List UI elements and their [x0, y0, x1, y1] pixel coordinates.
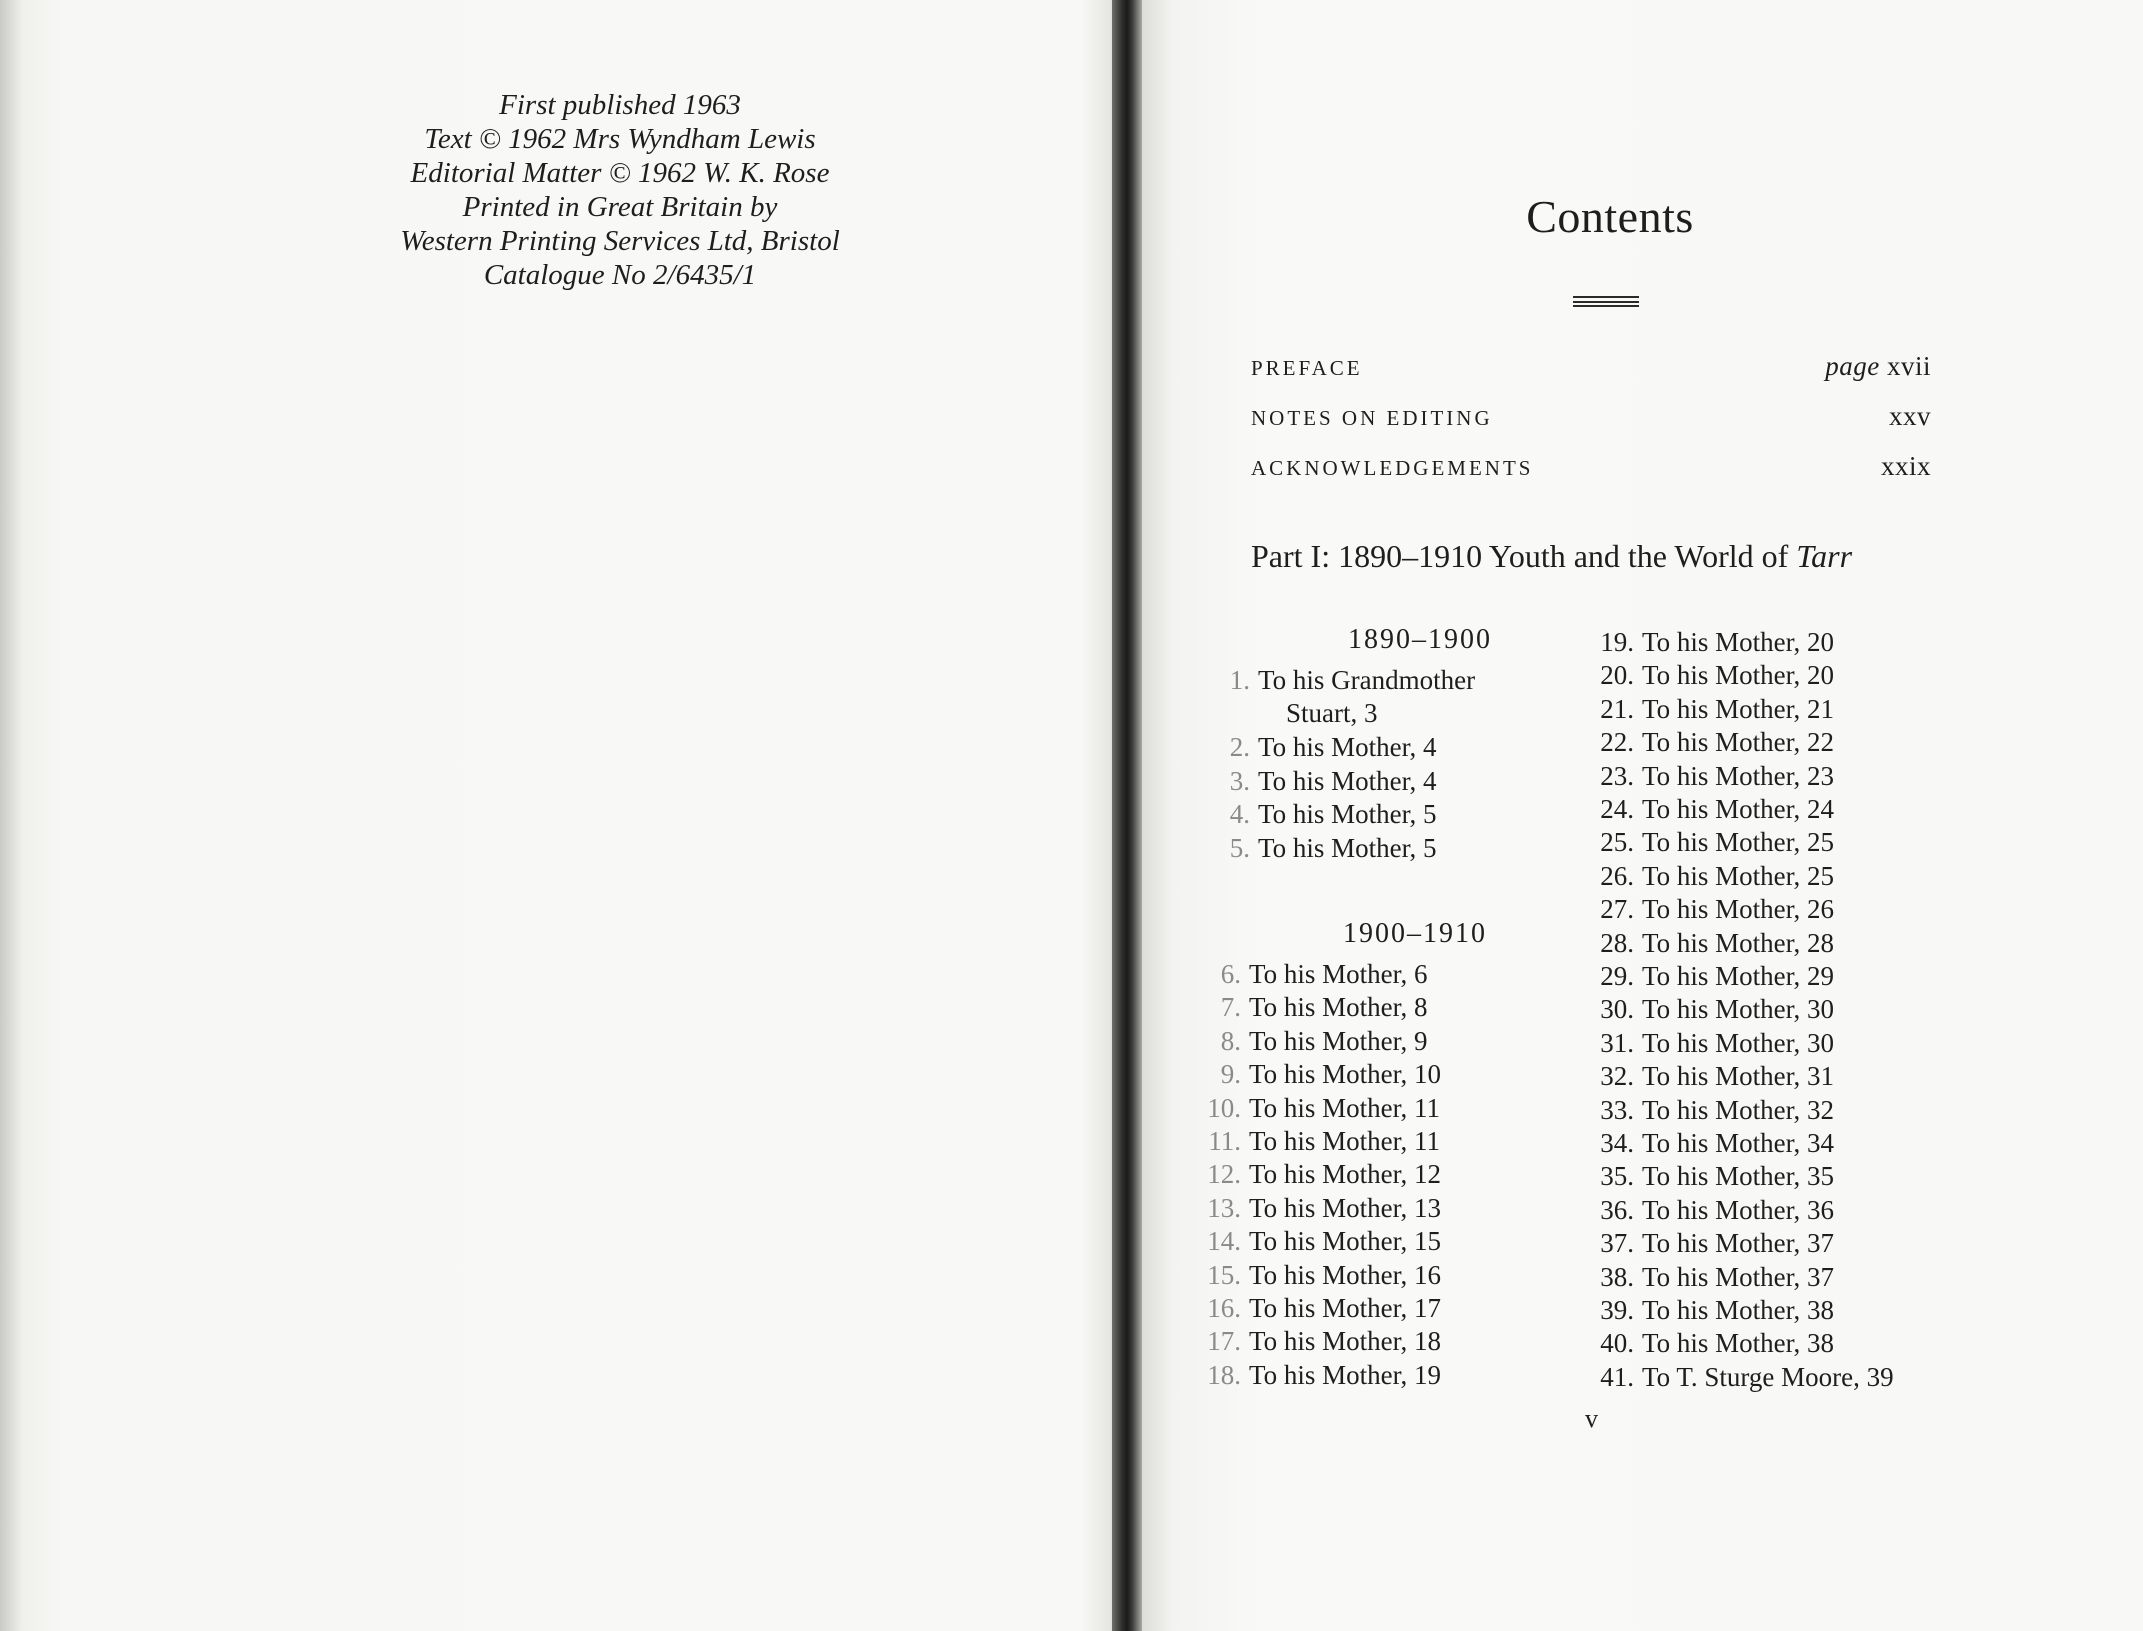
entry-number: 13. [1207, 1192, 1241, 1223]
toc-entry [1588, 826, 1834, 859]
entry-text: To his Mother, 25 [1642, 827, 1835, 858]
toc-entry [1588, 1294, 1834, 1327]
page-number: xxix [1880, 451, 1931, 481]
entry-number: 20. [1600, 660, 1634, 691]
entry-number: 5. [1229, 832, 1250, 863]
entry-number: 8. [1220, 1025, 1241, 1056]
entry-text: To his Mother, 5 [1258, 799, 1437, 829]
toc-entry [1205, 1225, 1441, 1258]
entry-text: To his Mother, 16 [1249, 1259, 1442, 1290]
toc-entry [1588, 960, 1834, 993]
entry-text: To his Mother, 20 [1642, 627, 1835, 657]
entry-number: 12. [1207, 1159, 1241, 1190]
entry-continuation: Stuart, 3 [1286, 698, 1378, 728]
toc-entry [1205, 1158, 1441, 1191]
entry-text: To his Mother, 38 [1642, 1328, 1835, 1359]
entry-number: 1. [1229, 665, 1250, 695]
entry-number: 21. [1600, 693, 1634, 724]
entry-text: To his Mother, 17 [1249, 1293, 1442, 1323]
imprint-line: First published 1963 [499, 89, 741, 121]
decorative-rule [1573, 296, 1639, 307]
page-number: xvii [1886, 351, 1931, 381]
toc-entry [1214, 664, 1475, 730]
entry-number: 2. [1229, 732, 1250, 762]
entry-text: To his Mother, 30 [1642, 1027, 1835, 1058]
front-matter-row [1251, 351, 1931, 392]
imprint-line: Catalogue No 2/6435/1 [483, 259, 757, 291]
entry-number: 9. [1220, 1059, 1241, 1090]
entry-text: To his Mother, 12 [1249, 1159, 1442, 1190]
toc-entry [1588, 1261, 1834, 1294]
entry-text: To his Mother, 8 [1249, 992, 1428, 1023]
entry-number: 29. [1600, 961, 1634, 991]
entry-number: 36. [1600, 1194, 1634, 1225]
toc-entry [1205, 1359, 1441, 1392]
entry-text: To his Mother, 21 [1642, 693, 1835, 724]
entry-number: 41. [1600, 1361, 1634, 1392]
entry-text: To his Mother, 11 [1249, 1126, 1441, 1156]
entry-text: To his Mother, 24 [1642, 794, 1835, 824]
imprint-line: Text © 1962 Mrs Wyndham Lewis [424, 123, 816, 155]
entry-text: To his Mother, 25 [1642, 860, 1835, 891]
toc-entry [1214, 765, 1437, 798]
imprint-block [360, 88, 880, 292]
entry-text: To his Mother, 6 [1249, 959, 1428, 989]
toc-entry [1588, 993, 1834, 1026]
entry-text: To his Mother, 20 [1642, 660, 1835, 691]
toc-entry [1214, 832, 1437, 865]
toc-entry [1588, 1160, 1834, 1193]
front-matter-label: ACKNOWLEDGEMENTS [1251, 456, 1534, 480]
front-matter-label: PREFACE [1251, 356, 1363, 380]
part-heading-italic: Tarr [1796, 538, 1853, 574]
entry-number: 23. [1600, 760, 1634, 791]
toc-entry [1205, 991, 1428, 1024]
entry-number: 19. [1600, 627, 1634, 657]
toc-entry [1214, 731, 1437, 764]
toc-entry [1588, 726, 1834, 759]
entry-text: To his Mother, 35 [1642, 1161, 1835, 1192]
entry-text: To his Mother, 37 [1642, 1228, 1835, 1259]
toc-entry [1588, 659, 1834, 692]
entry-text: To his Mother, 29 [1642, 961, 1835, 991]
toc-entry [1588, 693, 1834, 726]
entry-number: 38. [1600, 1261, 1634, 1292]
entry-text: To his Mother, 26 [1642, 894, 1835, 925]
imprint-line: Printed in Great Britain by [462, 191, 778, 223]
toc-entry [1588, 1227, 1834, 1260]
toc-entry [1214, 798, 1437, 831]
toc-entry [1588, 760, 1834, 793]
entry-number: 10. [1207, 1092, 1241, 1123]
entry-text: To his Mother, 31 [1642, 1061, 1835, 1092]
entry-number: 11. [1208, 1126, 1241, 1156]
toc-entry [1205, 1259, 1441, 1292]
front-matter-row [1251, 401, 1931, 442]
entry-text: To his Mother, 11 [1249, 1092, 1441, 1123]
toc-entry [1205, 958, 1428, 991]
entry-number: 35. [1600, 1161, 1634, 1192]
entry-text: To T. Sturge Moore, 39 [1642, 1361, 1894, 1392]
toc-entry [1588, 1327, 1834, 1360]
entry-number: 4. [1229, 799, 1250, 829]
entry-text: To his Mother, 36 [1642, 1194, 1835, 1225]
toc-entry [1588, 893, 1834, 926]
toc-entry [1588, 860, 1834, 893]
entry-number: 16. [1207, 1293, 1241, 1323]
toc-entry [1205, 1025, 1428, 1058]
contents-title: Contents [1526, 191, 1694, 242]
entry-number: 37. [1600, 1228, 1634, 1259]
entry-number: 22. [1600, 727, 1634, 758]
entry-text: To his Mother, 4 [1258, 765, 1437, 796]
entry-text: To his Mother, 28 [1642, 927, 1835, 958]
imprint-line: Western Printing Services Ltd, Bristol [400, 225, 840, 257]
entry-text: To his Mother, 5 [1258, 832, 1437, 863]
entry-number: 7. [1220, 992, 1241, 1023]
section-heading-1900: 1900–1910 [1343, 918, 1487, 949]
toc-entry [1588, 1027, 1834, 1060]
entry-text: To his Mother, 38 [1642, 1295, 1835, 1325]
book-gutter [1112, 0, 1142, 1631]
entry-text: To his Mother, 15 [1249, 1226, 1442, 1257]
toc-entry [1205, 1325, 1441, 1358]
entry-number: 17. [1207, 1326, 1241, 1357]
entry-number: 40. [1600, 1328, 1634, 1359]
front-matter-label: NOTES ON EDITING [1251, 406, 1493, 430]
entry-number: 32. [1600, 1061, 1634, 1092]
page-number: xxv [1889, 401, 1931, 431]
entry-text: To his Mother, 30 [1642, 994, 1835, 1025]
entry-number: 25. [1600, 827, 1634, 858]
entry-number: 39. [1600, 1295, 1634, 1325]
entry-number: 3. [1229, 765, 1250, 796]
toc-entry [1588, 1127, 1834, 1160]
front-matter-row [1251, 451, 1931, 492]
page-folio: v [1585, 1404, 1598, 1433]
entry-number: 24. [1600, 794, 1634, 824]
front-matter-page [1881, 451, 1931, 482]
section-heading-1890: 1890–1900 [1348, 624, 1492, 655]
toc-entry [1588, 1361, 1894, 1394]
page-prefix: page [1825, 351, 1880, 381]
toc-entry [1205, 1292, 1441, 1325]
toc-entry [1588, 626, 1834, 659]
front-matter-page [1889, 401, 1931, 432]
toc-entry [1588, 1094, 1834, 1127]
entry-text: To his Mother, 37 [1642, 1261, 1835, 1292]
front-matter-page [1825, 351, 1931, 382]
entry-text: To his Mother, 18 [1249, 1326, 1442, 1357]
entry-text: To his Mother, 32 [1642, 1094, 1835, 1125]
entry-text: To his Grandmother [1258, 665, 1476, 695]
toc-entry [1205, 1092, 1440, 1125]
toc-entry [1588, 927, 1834, 960]
part-heading [1251, 538, 1971, 575]
entry-number: 34. [1600, 1128, 1634, 1158]
entry-number: 31. [1600, 1027, 1634, 1058]
entry-text: To his Mother, 13 [1249, 1192, 1442, 1223]
entry-number: 14. [1207, 1226, 1241, 1257]
entry-text: To his Mother, 4 [1258, 732, 1437, 762]
entry-number: 27. [1600, 894, 1634, 925]
entry-number: 33. [1600, 1094, 1634, 1125]
entry-number: 30. [1600, 994, 1634, 1025]
toc-entry [1588, 1060, 1834, 1093]
toc-entry [1205, 1125, 1440, 1158]
entry-number: 28. [1600, 927, 1634, 958]
imprint-line: Editorial Matter © 1962 W. K. Rose [410, 157, 830, 189]
entry-text: To his Mother, 19 [1249, 1359, 1442, 1390]
entry-text: To his Mother, 34 [1642, 1128, 1835, 1158]
entry-number: 15. [1207, 1259, 1241, 1290]
entry-text: To his Mother, 23 [1642, 760, 1835, 791]
toc-entry [1205, 1192, 1441, 1225]
entry-text: To his Mother, 9 [1249, 1025, 1428, 1056]
toc-entry [1205, 1058, 1441, 1091]
entry-number: 6. [1220, 959, 1241, 989]
entry-text: To his Mother, 22 [1642, 727, 1835, 758]
entry-number: 26. [1600, 860, 1634, 891]
entry-text: To his Mother, 10 [1249, 1059, 1442, 1090]
part-heading-text: Part I: 1890–1910 Youth and the World of [1251, 538, 1789, 574]
toc-entry [1588, 793, 1834, 826]
toc-entry [1588, 1194, 1834, 1227]
entry-number: 18. [1207, 1359, 1241, 1390]
